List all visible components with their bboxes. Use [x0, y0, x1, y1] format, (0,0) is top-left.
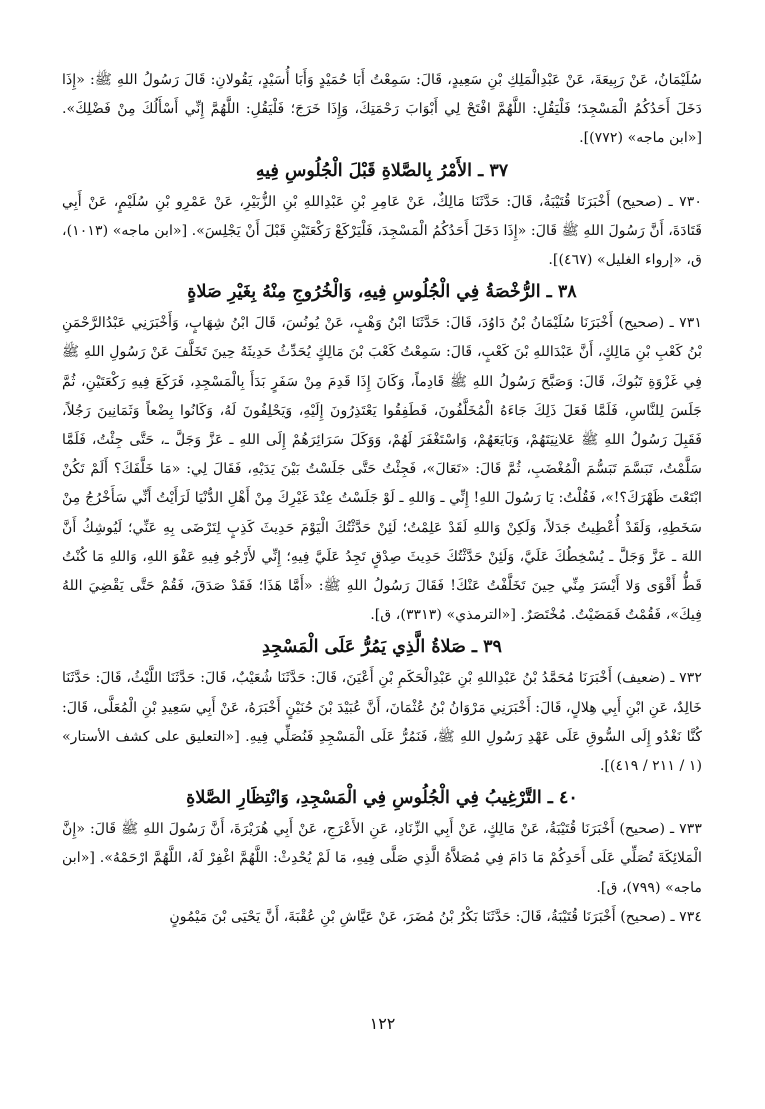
- hadith-733: ٧٣٣ ـ (صحيح) أَخْبَرَنَا قُتَيْبَةُ، عَنْ مَالِكٍ، عَنْ أَبِي الزِّنَادِ، عَنِ الأَعْرَجِ، عَنْ أَبِي هُرَيْرَةَ، أَنَّ رَسُولَ اللهِ ﷺ قَالَ: «إِنَّ الْمَلائِكَةَ تُصَلِّي عَلَى أَحَدِكُمْ مَا دَامَ فِي مُصَلاَّهُ الَّذِي صَلَّى فِيهِ، مَا لَمْ يُحْدِثْ: اللَّهُمَّ اغْفِرْ لَهُ، اللَّهُمَّ ارْحَمْهُ». [«ابن ماجه» (٧٩٩)، ق].: [62, 821, 702, 896]
- section-heading-40: ٤٠ ـ التَّرْغِيبُ فِي الْجُلُوسِ فِي الْمَسْجِدِ، وَانْتِظَارِ الصَّلاةِ: [186, 788, 578, 809]
- section-heading-38: ٣٨ ـ الرُّخْصَةُ فِي الْجُلُوسِ فِيهِ، وَالْخُرُوجِ مِنْهُ بِغَيْرِ صَلاةٍ: [187, 282, 577, 303]
- section-heading-39: ٣٩ ـ صَلاةُ الَّذِي يَمُرُّ عَلَى الْمَسْجِدِ: [262, 637, 502, 658]
- intro-paragraph: سُلَيْمَانُ، عَنْ رَبِيعَةَ، عَنْ عَبْدِالْمَلِكِ بْنِ سَعِيدٍ، قَالَ: سَمِعْتُ أَبَا حُمَيْدٍ وَأَبَا أُسَيْدٍ، يَقُولانِ: قَالَ رَسُولُ اللهِ ﷺ: «إِذَا دَخَلَ أَحَدُكُمُ الْمَسْجِدَ؛ فَلْيَقُلِ: اللَّهُمَّ افْتَحْ لِي أَبْوَابَ رَحْمَتِكَ، وَإِذَا خَرَجَ؛ فَلْيَقُلِ: اللَّهُمَّ إِنِّي أَسْأَلُكَ مِنْ فَضْلِكَ». [«ابن ماجه» (٧٧٢)].: [62, 72, 702, 147]
- section-heading-37: ٣٧ ـ الأَمْرُ بِالصَّلاةِ قَبْلَ الْجُلُوسِ فِيهِ: [255, 160, 509, 181]
- hadith-730: ٧٣٠ ـ (صحيح) أَخْبَرَنَا قُتَيْبَةُ، قَالَ: حَدَّثَنَا مَالِكٌ، عَنْ عَامِرِ بْنِ عَبْدِاللهِ بْنِ الزُّبَيْرِ، عَنْ عَمْرِو بْنِ سُلَيْمٍ، عَنْ أَبِي قَتَادَةَ، أَنَّ رَسُولَ اللهِ ﷺ قَالَ: «إِذَا دَخَلَ أَحَدُكُمُ الْمَسْجِدَ، فَلْيَرْكَعْ رَكْعَتَيْنِ قَبْلَ أَنْ يَجْلِسَ». [«ابن ماجه» (١٠١٣)، ق، «إرواء الغليل» (٤٦٧)].: [62, 193, 702, 269]
- hadith-732: ٧٣٢ ـ (ضعيف) أَخْبَرَنَا مُحَمَّدُ بْنُ عَبْدِاللهِ بْنِ عَبْدِالْحَكَمِ بْنِ أَعْيَنَ، قَالَ: حَدَّثَنَا شُعَيْبٌ، قَالَ: حَدَّثَنَا اللَّيْثُ، قَالَ: حَدَّثَنَا خَالِدٌ، عَنِ ابْنِ أَبِي هِلالٍ، قَالَ: أَخْبَرَنِي مَرْوَانُ بْنُ عُثْمَانَ، أَنَّ عُبَيْدَ بْنَ حُنَيْنٍ أَخْبَرَهُ، عَنْ أَبِي سَعِيدِ بْنِ الْمُعَلَّى، قَالَ: كُنَّا نَغْدُو إِلَى السُّوقِ عَلَى عَهْدِ رَسُولِ اللهِ ﷺ، فَنَمُرُّ عَلَى الْمَسْجِدِ فَنُصَلِّي فِيهِ. [«التعليق على كشف الأستار» (١ / ٢١١ / ٤١٩)].: [62, 670, 702, 775]
- hadith-734: ٧٣٤ ـ (صحيح) أَخْبَرَنَا قُتَيْبَةُ، قَالَ: حَدَّثَنَا بَكْرُ بْنُ مُضَرَ، عَنْ عَيَّاشِ بْنِ عُقْبَةَ، أَنَّ يَحْيَى بْنَ مَيْمُونٍ: [169, 908, 702, 925]
- hadith-731: ٧٣١ ـ (صحيح) أَخْبَرَنَا سُلَيْمَانُ بْنُ دَاوُدَ، قَالَ: حَدَّثَنَا ابْنُ وَهْبٍ، عَنْ يُونُسَ، قَالَ ابْنُ شِهَابٍ، وَأَخْبَرَنِي عَبْدُالرَّحْمَنِ بْنُ كَعْبِ بْنِ مَالِكٍ، أَنَّ عَبْدَاللهِ بْنَ كَعْبٍ، قَالَ: سَمِعْتُ كَعْبَ بْنَ مَالِكٍ يُحَدِّثُ حَدِيثَهُ حِينَ تَخَلَّفَ عَنْ رَسُولِ اللهِ ﷺ فِي غَزْوَةِ تَبُوكَ، قَالَ: وَصَبَّحَ رَسُولُ اللهِ ﷺ قَادِماً، وَكَانَ إِذَا قَدِمَ مِنْ سَفَرٍ بَدَأَ بِالْمَسْجِدِ، فَرَكَعَ فِيهِ رَكْعَتَيْنِ، ثُمَّ جَلَسَ لِلنَّاسِ، فَلَمَّا فَعَلَ ذَلِكَ جَاءَهُ الْمُخَلَّفُونَ، فَطَفِقُوا يَعْتَذِرُونَ إِلَيْهِ، وَيَحْلِفُونَ لَهُ، وَكَانُوا بِضْعاً وَثَمَانِينَ رَجُلاً، فَقَبِلَ رَسُولُ اللهِ ﷺ عَلانِيَتَهُمْ، وَبَايَعَهُمْ، وَاسْتَغْفَرَ لَهُمْ، وَوَكَلَ سَرَائِرَهُمْ إِلَى اللهِ ـ عَزَّ وَجَلَّ ـ، حَتَّى جِئْتُ، فَلَمَّا سَلَّمْتُ، تَبَسَّمَ تَبَسُّمَ الْمُغْضَبِ، ثُمَّ قَالَ: «تَعَالَ»، فَجِئْتُ حَتَّى جَلَسْتُ بَيْنَ يَدَيْهِ، فَقَالَ لِي: «مَا خَلَّفَكَ؟ أَلَمْ تَكُنْ ابْتَعْتَ ظَهْرَكَ؟!»، فَقُلْتُ: يَا رَسُولَ اللهِ! إِنِّي ـ وَاللهِ ـ لَوْ جَلَسْتُ عِنْدَ غَيْرِكَ مِنْ أَهْلِ الدُّنْيَا لَرَأَيْتُ أَنِّي سَأَخْرُجُ مِنْ سَخَطِهِ، وَلَقَدْ أُعْطِيتُ جَدَلاً، وَلَكِنْ وَاللهِ لَقَدْ عَلِمْتُ؛ لَئِنْ حَدَّثْتُكَ الْيَوْمَ حَدِيثَ كَذِبٍ لِتَرْضَى بِهِ عَنِّي؛ لَيُوشِكُ أَنَّ اللهَ ـ عَزَّ وَجَلَّ ـ يُسْخِطُكَ عَلَيَّ، وَلَئِنْ حَدَّثْتُكَ حَدِيثَ صِدْقٍ تَجِدُ عَلَيَّ فِيهِ؛ إِنِّي لأَرْجُو فِيهِ عَفْوَ اللهِ، وَاللهِ مَا كُنْتُ قَطُّ أَقْوَى وَلا أَيْسَرَ مِنِّي حِينَ تَخَلَّفْتُ عَنْكَ! فَقَالَ رَسُولُ اللهِ ﷺ: «أَمَّا هَذَا؛ فَقَدْ صَدَقَ، فَقُمْ حَتَّى يَقْضِيَ اللهُ فِيكَ»، فَقُمْتُ فَمَضَيْتُ. مُخْتَصَرٌ. [«الترمذي» (٣٣١٣)، ق].: [62, 315, 702, 624]
- page-number: ١٢٢: [369, 1014, 396, 1033]
- book-page: [62, 66, 702, 1096]
